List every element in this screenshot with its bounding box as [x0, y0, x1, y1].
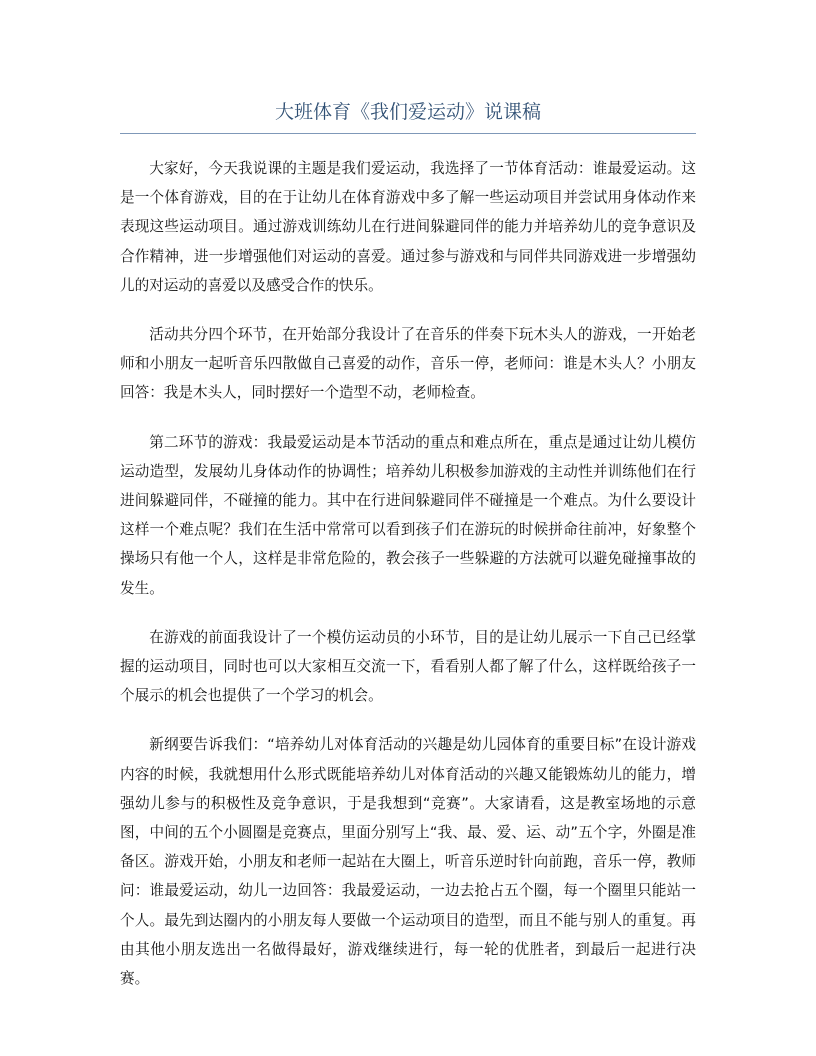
paragraph-4: 在游戏的前面我设计了一个模仿运动员的小环节，目的是让幼儿展示一下自己已经掌握的运动项目，同时也可以大家相互交流一下，看看别人都了解了什么，这样既给孩子一个展示的机会也提供了一个学习的机会。	[120, 628, 696, 705]
document-body	[120, 154, 696, 1013]
page-title: 大班体育《我们爱运动》说课稿	[274, 101, 541, 123]
paragraph-5: 新纲要告诉我们：“培养幼儿对体育活动的兴趣是幼儿园体育的重要目标”在设计游戏内容的时候，我就想用什么形式既能培养幼儿对体育活动的兴趣又能锻炼幼儿的能力，增强幼儿参与的积极性及竞争意识，于是我想到“竞赛”。大家请看，这是教室场地的示意图，中间的五个小圆圈是竞赛点，里面分别写上“我、最、爱、运、动”五个字，外圈是准备区。游戏开始，小朋友和老师一起站在大圈上，听音乐逆时针向前跑，音乐一停，教师问：谁最爱运动，幼儿一边回答：我最爱运动，一边去抢占五个圈，每一个圈里只能站一个人。最先到达圈内的小朋友每人要做一个运动项目的造型，而且不能与别人的重复。再由其他小朋友选出一名做得最好，游戏继续进行，每一轮的优胜者，到最后一起进行决赛。	[120, 736, 696, 988]
paragraph-1: 大家好，今天我说课的主题是我们爱运动，我选择了一节体育活动：谁最爱运动。这是一个体育游戏，目的在于让幼儿在体育游戏中多了解一些运动项目并尝试用身体动作来表现这些运动项目。通过游戏训练幼儿在行进间躲避同伴的能力并培养幼儿的竞争意识及合作精神，进一步增强他们对运动的喜爱。通过参与游戏和与同伴共同游戏进一步增强幼儿的对运动的喜爱以及感受合作的快乐。	[120, 160, 696, 294]
paragraph-2: 活动共分四个环节，在开始部分我设计了在音乐的伴奏下玩木头人的游戏，一开始老师和小朋友一起听音乐四散做自己喜爱的动作，音乐一停，老师问：谁是木头人？小朋友回答：我是木头人，同时摆好一个造型不动，老师检查。	[120, 326, 696, 402]
paragraph-3: 第二环节的游戏：我最爱运动是本节活动的重点和难点所在，重点是通过让幼儿模仿运动造型，发展幼儿身体动作的协调性；培养幼儿积极参加游戏的主动性并训练他们在行进间躲避同伴，不碰撞的能力。其中在行进间躲避同伴不碰撞是一个难点。为什么要设计这样一个难点呢？我们在生活中常常可以看到孩子们在游玩的时候拼命往前冲，好象整个操场只有他一个人，这样是非常危险的，教会孩子一些躲避的方法就可以避免碰撞事故的发生。	[120, 433, 696, 597]
title-divider	[120, 133, 696, 134]
